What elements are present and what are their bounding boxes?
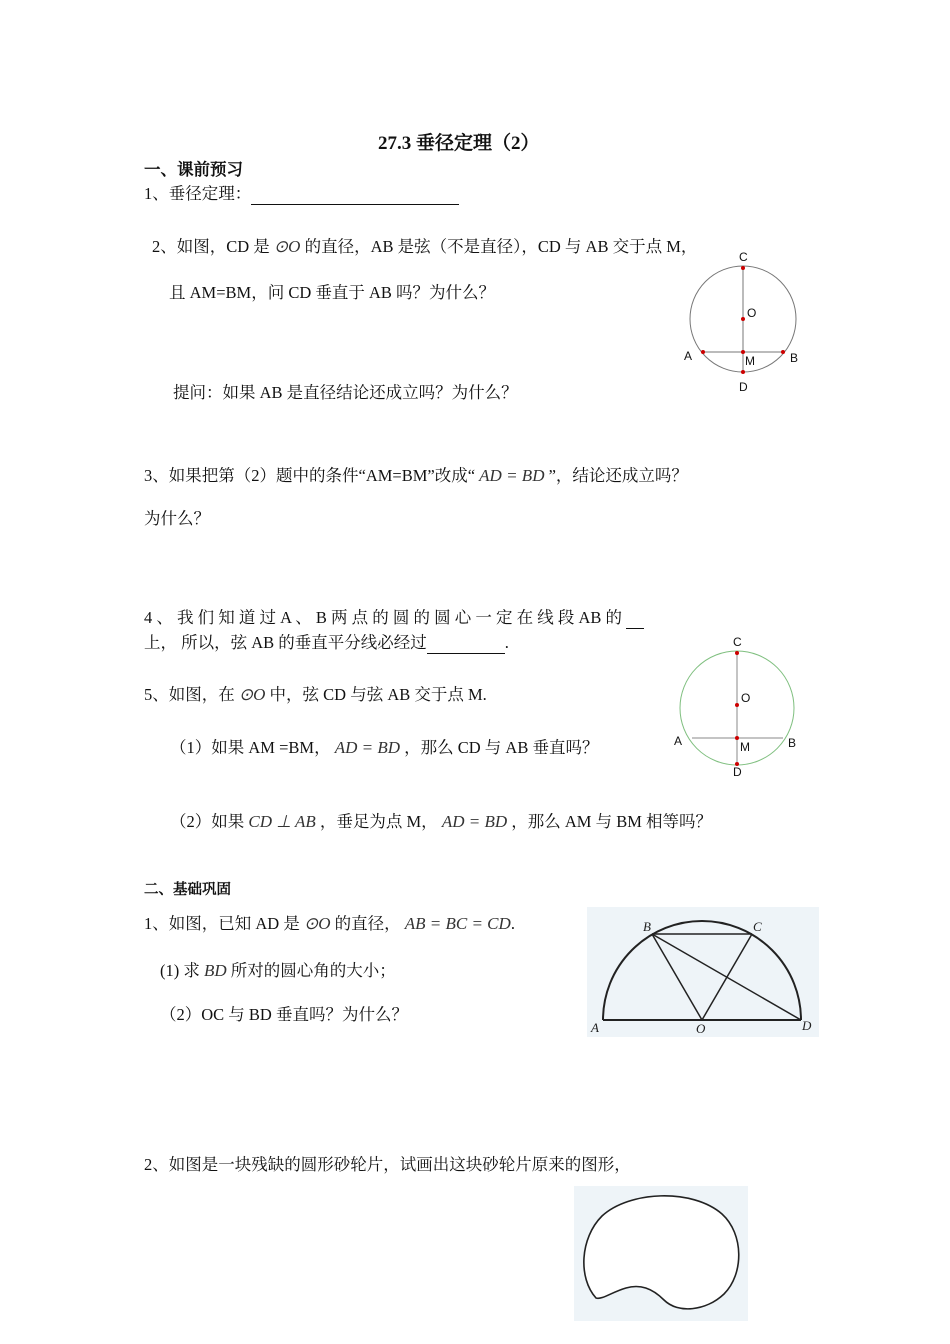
question-5-part2	[170, 808, 712, 832]
question-4-text: 4 、 我 们 知 道 过 A 、 B 两 点 的 圆 的 圆 心 一 定 在 线 段 AB 的	[144, 608, 623, 627]
question-3-text-a: 3、如果把第（2）题中的条件“AM=BM”改成“	[144, 466, 476, 485]
section-heading-preview: 一、课前预习	[144, 160, 243, 179]
question-5-part1	[170, 734, 598, 758]
question-2-text-a: 2、如图，CD 是	[152, 237, 270, 256]
question-4-line1	[144, 604, 644, 629]
point-d	[741, 370, 745, 374]
basics-q1-text-c: .	[510, 914, 515, 933]
label-o: O	[741, 691, 751, 705]
arc-equation: AD = BD	[441, 812, 508, 831]
figure-semicircle	[587, 907, 819, 1037]
label-b: B	[643, 919, 651, 934]
question-3-text-b: ”，结论还成立吗？	[548, 466, 688, 485]
page-title: 27.3 垂径定理（2）	[378, 133, 540, 154]
basics-question-1-part1	[160, 957, 396, 981]
label-d: D	[733, 765, 742, 779]
question-5-part2-text-b: ，垂足为点 M，	[319, 812, 438, 831]
label-c: C	[733, 635, 742, 649]
label-d: D	[739, 380, 748, 394]
perpendicular-equation: CD ⊥ AB	[248, 812, 316, 831]
basics-question-1	[144, 910, 515, 934]
answer-blank[interactable]	[251, 184, 459, 205]
wheel-outline	[584, 1196, 739, 1309]
question-2-ask: 提问：如果 AB 是直径结论还成立吗？为什么？	[173, 383, 518, 402]
point-c	[741, 266, 745, 270]
question-3-line1	[144, 462, 688, 486]
arc-equation: AD = BD	[479, 466, 545, 485]
question-4-text-b: .	[504, 633, 509, 652]
label-o: O	[696, 1021, 706, 1036]
basics-question-1-part2: （2）OC 与 BD 垂直吗？为什么？	[160, 1005, 408, 1024]
question-5-text-b: 中，弦 CD 与弦 AB 交于点 M.	[269, 685, 487, 704]
point-o	[735, 703, 739, 707]
figure-circle-2	[666, 630, 816, 780]
label-a: A	[684, 349, 693, 363]
circle-o-symbol: ⊙O	[238, 685, 266, 704]
point-m	[735, 736, 739, 740]
question-4-line2	[144, 629, 509, 654]
arc-equation: AD = BD	[334, 738, 400, 757]
label-m: M	[745, 354, 755, 368]
basics-q1-text-a: 1、如图，已知 AD 是	[144, 914, 300, 933]
question-1	[144, 180, 459, 205]
arc-equation: AB = BC = CD	[404, 914, 511, 933]
question-4-text-a: 上， 所以，弦 AB 的垂直平分线必经过	[144, 633, 427, 652]
circle-o-symbol: ⊙O	[303, 914, 331, 933]
answer-blank[interactable]	[626, 608, 644, 629]
point-b	[781, 350, 785, 354]
question-3-line2: 为什么？	[144, 509, 210, 528]
label-a: A	[591, 1020, 599, 1035]
label-o: O	[747, 306, 757, 320]
basics-question-2: 2、如图是一块残缺的圆形砂轮片，试画出这块砂轮片原来的图形，	[144, 1155, 631, 1174]
section-heading-basics: 二、基础巩固	[144, 882, 231, 898]
figure-broken-wheel	[574, 1186, 748, 1321]
label-c: C	[753, 919, 762, 934]
label-b: B	[788, 736, 797, 750]
label-b: B	[790, 351, 799, 365]
question-2-line1	[152, 233, 697, 257]
figure-circle-1	[676, 248, 806, 398]
circle-o-symbol: ⊙O	[273, 237, 301, 256]
point-c	[735, 651, 739, 655]
question-5	[144, 681, 487, 705]
question-2-text-b: 的直径，AB 是弦（不是直径），CD 与 AB 交于点 M，	[304, 237, 698, 256]
label-a: A	[674, 734, 683, 748]
label-c: C	[739, 250, 748, 264]
basics-q1-text-b: 的直径，	[334, 914, 401, 933]
label-m: M	[740, 740, 750, 754]
label-d: D	[802, 1018, 812, 1033]
basics-q1-part1-text-a: (1) 求	[160, 961, 200, 980]
arc-bd: BD	[204, 961, 227, 980]
question-5-text-a: 5、如图，在	[144, 685, 235, 704]
question-5-part1-text-b: ，那么 CD 与 AB 垂直吗？	[404, 738, 599, 757]
question-5-part2-text-a: （2）如果	[170, 812, 245, 831]
question-1-text: 1、垂径定理：	[144, 184, 252, 203]
question-5-part2-text-c: ，那么 AM 与 BM 相等吗？	[511, 812, 712, 831]
basics-q1-part1-text-b: 所对的圆心角的大小；	[230, 961, 396, 980]
question-5-part1-text-a: （1）如果 AM =BM，	[170, 738, 331, 757]
answer-blank[interactable]	[427, 633, 505, 654]
question-2-line2: 且 AM=BM，问 CD 垂直于 AB 吗？为什么？	[169, 283, 496, 302]
point-a	[701, 350, 705, 354]
point-o	[741, 317, 745, 321]
